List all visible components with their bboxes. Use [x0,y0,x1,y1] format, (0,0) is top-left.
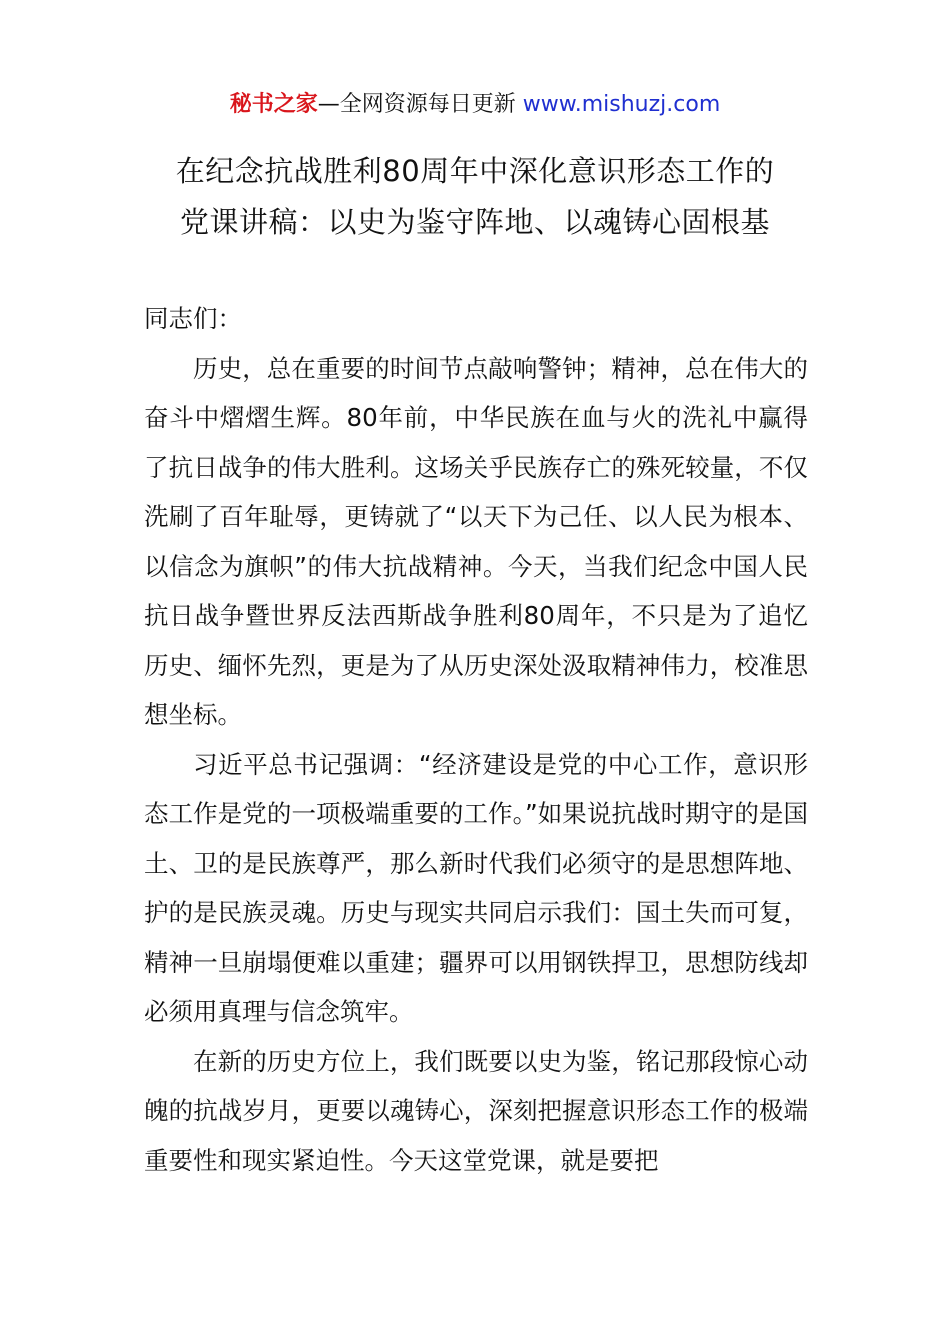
site-header [0,88,950,122]
document-title [60,146,890,248]
paragraph-3: 在新的历史方位上，我们既要以史为鉴，铭记那段惊心动魄的抗战岁月，更要以魂铸心，深刻把握意识形态工作的极端重要性和现实紧迫性。今天这堂党课，就是要把 [144,1046,808,1175]
site-brand: 秘书之家 [229,92,318,117]
title-line-1: 在纪念抗战胜利80周年中深化意识形态工作的 [175,154,775,188]
site-url-link[interactable]: www.mishuzj.com [522,92,721,117]
paragraph-1: 历史，总在重要的时间节点敲响警钟；精神，总在伟大的奋斗中熠熠生辉。80年前，中华民族在血与火的洗礼中赢得了抗日战争的伟大胜利。这场关乎民族存亡的殊死较量，不仅洗刷了百年耻辱，更铸就了“以天下为己任、以人民为根本、以信念为旗帜”的伟大抗战精神。今天，当我们纪念中国人民抗日战争暨世界反法西斯战争胜利80周年，不只是为了追忆历史、缅怀先烈，更是为了从历史深处汲取精神伟力，校准思想坐标。 [144,353,808,729]
document-body [144,294,808,1185]
title-line-2: 党课讲稿：以史为鉴守阵地、以魂铸心固根基 [179,205,770,239]
site-slogan: —全网资源每日更新 [317,92,523,117]
salutation: 同志们： [144,304,242,333]
paragraph-2: 习近平总书记强调：“经济建设是党的中心工作，意识形态工作是党的一项极端重要的工作。”如果说抗战时期守的是国土、卫的是民族尊严，那么新时代我们必须守的是思想阵地、护的是民族灵魂。历史与现实共同启示我们：国土失而可复，精神一旦崩塌便难以重建；疆界可以用钢铁捍卫，思想防线却必须用真理与信念筑牢。 [144,749,808,1026]
